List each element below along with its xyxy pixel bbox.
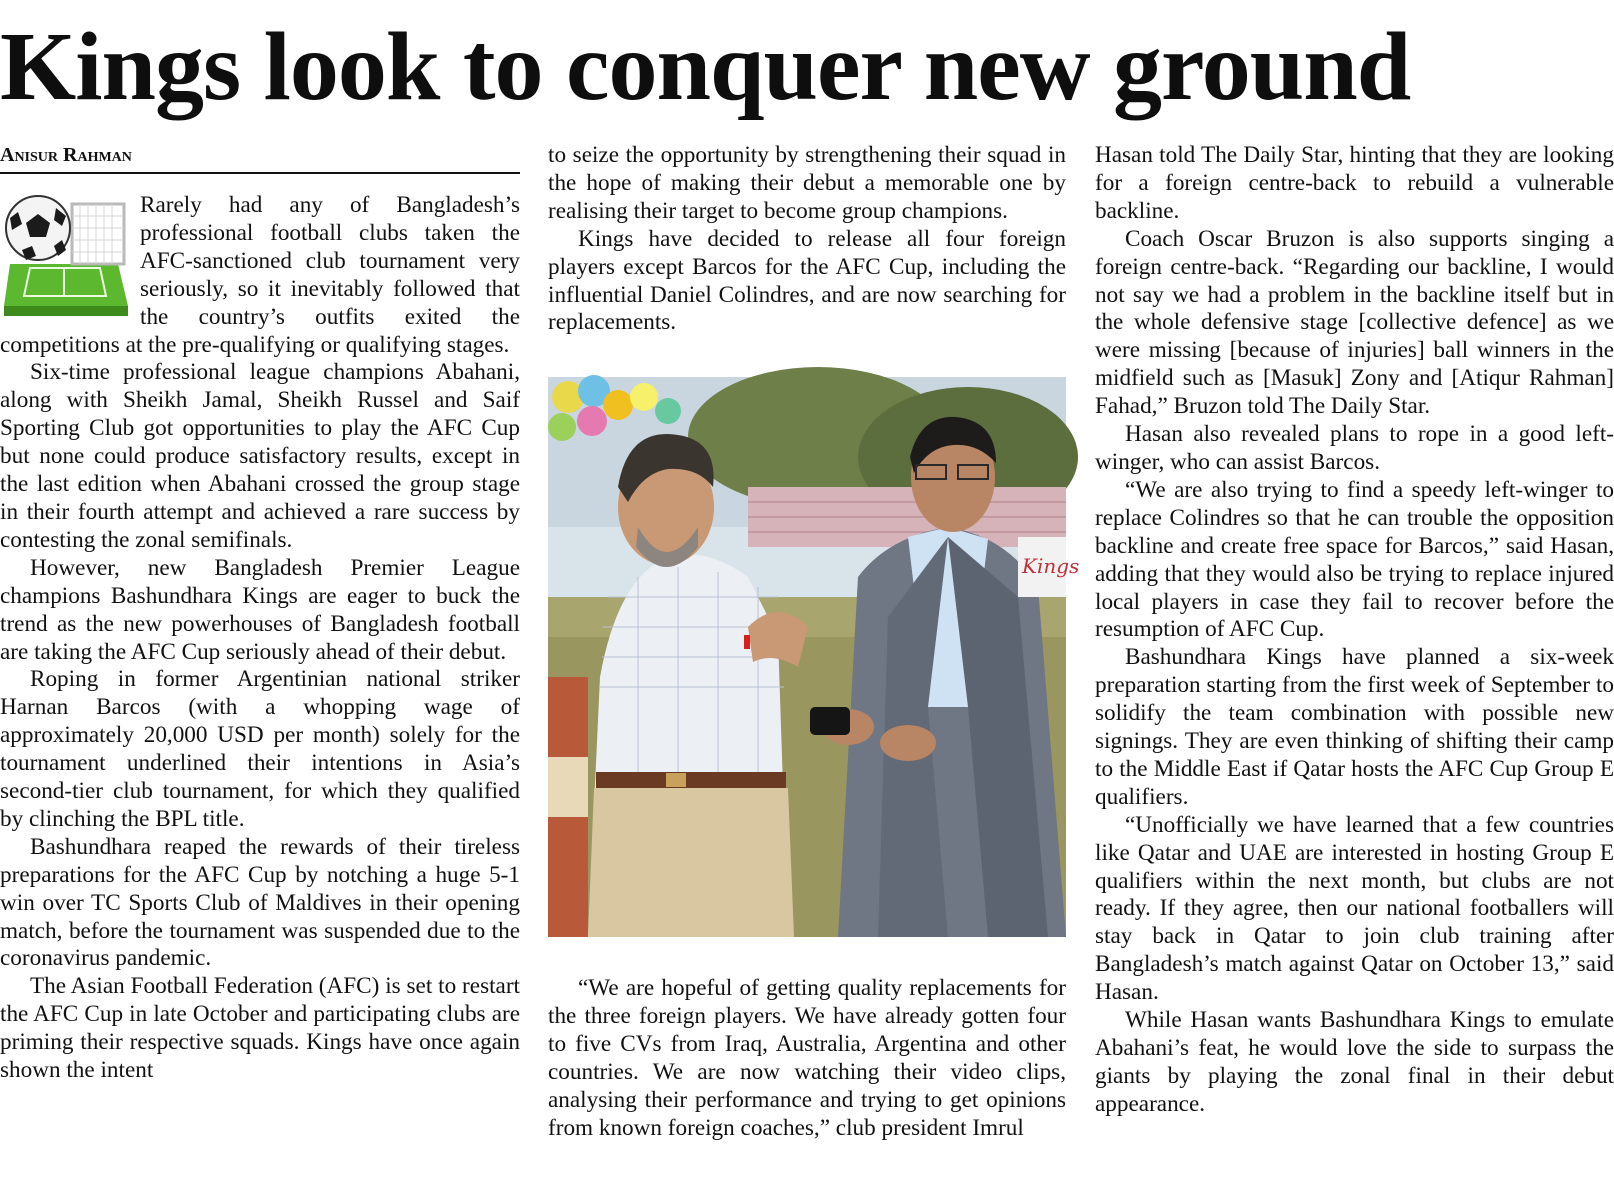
paragraph: Kings have decided to release all four foreign players except Barcos for the AFC Cup, including the influential Daniel Colindres, and are now searching for replacements. xyxy=(548,225,1066,336)
paragraph: However, new Bangladesh Premier League champions Bashundhara Kings are eager to buck the trend as the new powerhouses of Bangladesh football are taking the AFC Cup seriously ahead of their debut. xyxy=(0,554,520,665)
paragraph: “We are hopeful of getting quality replacements for the three foreign players. We have already gotten four to five CVs from Iraq, Australia, Argentina and other countries. We are now watching their video clips, analysing their performance and trying to get opinions from known foreign coaches,” club president Imrul xyxy=(548,975,1066,1141)
paragraph: Bashundhara Kings have planned a six-week preparation starting from the first week of September to solidify the team combination with possible new signings. They are even thinking of shifting their camp to the Middle East if Qatar hosts the AFC Cup Group E qualifiers. xyxy=(1095,644,1614,810)
paragraph: Bashundhara reaped the rewards of their tireless preparations for the AFC Cup by notching a huge 5-1 win over TC Sports Club of Maldives in their opening match, before the tournament was suspended due to the coronavirus pandemic. xyxy=(0,833,520,972)
paragraph: to seize the opportunity by strengthening their squad in the hope of making their debut a memorable one by realising their target to become group champions. xyxy=(548,142,1066,224)
paragraph: Six-time professional league champions Abahani, along with Sheikh Jamal, Sheikh Russel and Saif Sporting Club got opportunities to play the AFC Cup but none could produce satisfactory results, except in the last edition when Abahani crossed the group stage in their fourth attempt and achieved a rare success by contesting the zonal semifinals. xyxy=(0,359,520,553)
paragraph: The Asian Football Federation (AFC) is set to restart the AFC Cup in late October and participating clubs are priming their respective squads. Kings have once again shown the intent xyxy=(0,973,520,1084)
svg-text:Kings: Kings xyxy=(1022,554,1080,579)
paragraph: “We are also trying to find a speedy left-winger to replace Colindres so that he can trouble the opposition backline and create free space for Barcos,” said Hasan, adding that they would also be trying to replace injured local players in case they fail to recover before the resumption of AFC Cup. xyxy=(1095,476,1614,643)
paragraph: While Hasan wants Bashundhara Kings to emulate Abahani’s feat, he would love the side to surpass the giants by playing the zonal final in their debut appearance. xyxy=(1095,1007,1614,1117)
paragraph: Roping in former Argentinian national striker Harnan Barcos (with a whopping wage of approximately 20,000 USD per month) solely for the tournament underlined their intentions in Asia’s second-tier club tournament, for which they qualified by clinching the BPL title. xyxy=(0,666,520,832)
byline: Anisur Rahman xyxy=(0,142,520,174)
article-column-2 xyxy=(548,142,1080,1179)
football-on-pitch-icon xyxy=(0,194,132,320)
article-column-3 xyxy=(1095,142,1614,1179)
paragraph: Coach Oscar Bruzon is also supports singing a foreign centre-back. “Regarding our backline, I would not say we had a problem in the backline itself but in the whole defensive stage [collective defence] as we were missing [because of injuries] ball winners in the midfield such as [Masuk] Zony and [Atiqur Rahman] Fahad,” Bruzon told The Daily Star. xyxy=(1095,225,1614,420)
article-column-1 xyxy=(0,142,520,1179)
two-men-talking-on-football-ground-photo xyxy=(548,377,1080,937)
paragraph: Rarely had any of Bangladesh’s professional football clubs taken the AFC-sanctioned club tournament very seriously, so it inevitably followed that the country’s outfits exited the competitions at the pre-qualifying or qualifying stages. xyxy=(0,192,520,358)
paragraph: Hasan also revealed plans to rope in a good left-winger, who can assist Barcos. xyxy=(1095,421,1614,475)
paragraph: “Unofficially we have learned that a few countries like Qatar and UAE are interested in hosting Group E qualifiers within the next month, but clubs are not ready. If they agree, then our national footballers will stay back in Qatar to join club training after Bangladesh’s match against Qatar on October 13,” said Hasan. xyxy=(1095,811,1614,1006)
headline: Kings look to conquer new ground xyxy=(0,13,1411,121)
paragraph: Hasan told The Daily Star, hinting that they are looking for a foreign centre-back to rebuild a vulnerable backline. xyxy=(1095,142,1614,224)
